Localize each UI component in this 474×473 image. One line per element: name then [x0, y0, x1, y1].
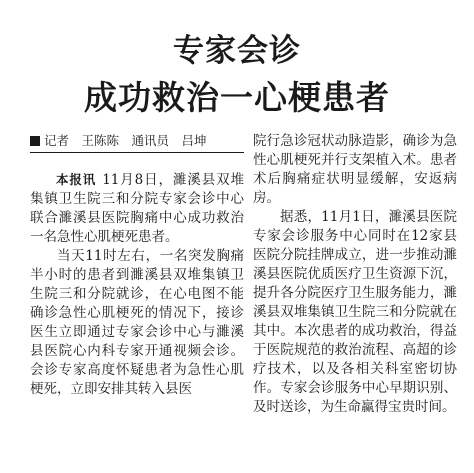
- article-paragraph-2: 当天11时左右，一名突发胸痛半小时的患者到濉溪县双堆集镇卫生院三和分院就诊，在心电图不能确诊急性心肌梗死的情况下，接诊医生立即通过专家会诊中心与濉溪县医院心内科专家开通视频会诊。会诊专家高度怀疑患者为急性心肌梗死，立即安排其转入县医: [30, 248, 244, 397]
- byline-text: 记者 王陈陈 通讯员 吕坤: [44, 133, 207, 148]
- article-paragraph-1: [30, 170, 244, 247]
- byline: [30, 132, 244, 153]
- headline: [0, 0, 474, 122]
- article-paragraph-3: 据悉，11月1日，濉溪县医院专家会诊服务中心同时在12家县医院分院挂牌成立，进一步推动濉溪县医院优质医疗卫生资源下沉，提升各分院医疗卫生服务能力，濉溪县双堆集镇卫生院三和分院就在其中。本次患者的成功救治，得益于医院规范的救治流程、高超的诊疗技术，以及各相关科室密切协作。专家会诊服务中心早期识别、及时送诊，为生命赢得宝贵时间。: [253, 209, 457, 415]
- headline-line-1: 专家会诊: [173, 33, 301, 69]
- byline-marker-icon: [30, 136, 40, 146]
- article-column-right: [253, 132, 457, 417]
- article-paragraph-1-text: 11月8日，濉溪县双堆集镇卫生院三和分院专家会诊中心联合濉溪县医院胸痛中心成功救治一名急性心肌梗死患者。: [30, 172, 244, 245]
- article-column-left: [30, 132, 244, 399]
- headline-line-2: 成功救治一心梗患者: [84, 78, 390, 117]
- article-paragraph-2-continued: 院行急诊冠状动脉造影，确诊为急性心肌梗死并行支架植入术。患者术后胸痛症状明显缓解，安返病房。: [253, 133, 457, 206]
- article-dateline: 本报讯: [56, 172, 97, 187]
